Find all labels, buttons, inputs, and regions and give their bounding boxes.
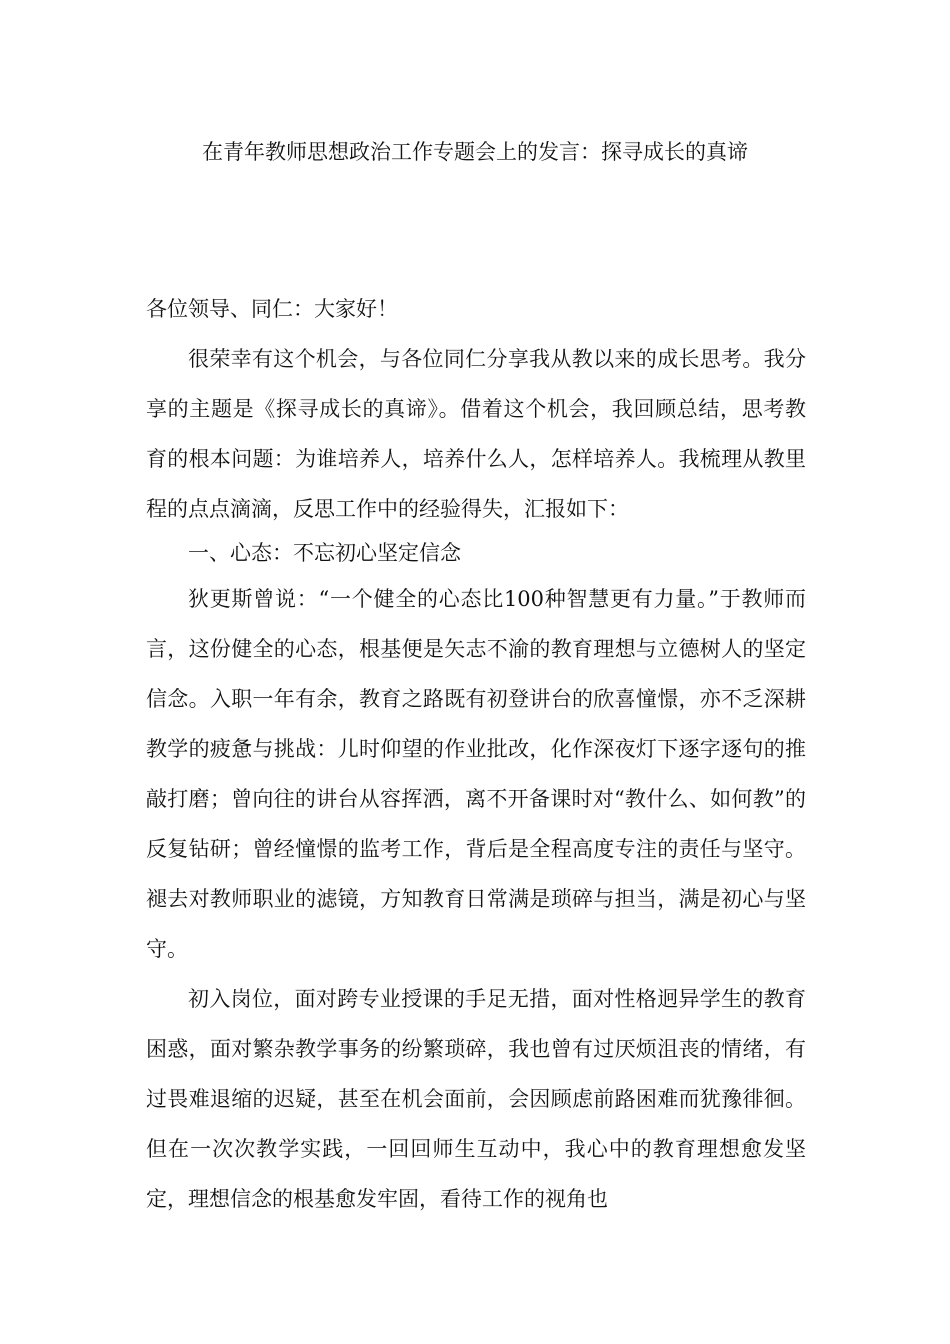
section-heading: 一、心态：不忘初心坚定信念 xyxy=(188,541,461,565)
salutation: 各位领导、同仁：大家好！ xyxy=(146,297,398,321)
paragraph-mindset: 狄更斯曾说：“一个健全的心态比100种智慧更有力量。”于教师而言，这份健全的心态，根基便是矢志不渝的教育理想与立德树人的坚定信念。入职一年有余，教育之路既有初登讲台的欣喜憧憬，亦不乏深耕教学的疲惫与挑战：儿时仰望的作业批改，化作深夜灯下逐字逐句的推敲打磨；曾向往的讲台从容挥洒，离不开备课时对“教什么、如何教”的反复钻研；曾经憧憬的监考工作，背后是全程高度专注的责任与坚守。褪去对教师职业的滤镜，方知教育日常满是琐碎与担当，满是初心与坚守。 xyxy=(146,587,806,961)
document-title: 在青年教师思想政治工作专题会上的发言：探寻成长的真谛 xyxy=(202,140,748,164)
paragraph-early-career: 初入岗位，面对跨专业授课的手足无措，面对性格迥异学生的教育困惑，面对繁杂教学事务的纷繁琐碎，我也曾有过厌烦沮丧的情绪，有过畏难退缩的迟疑，甚至在机会面前，会因顾虑前路困难而犹豫徘徊。但在一次次教学实践，一回回师生互动中，我心中的教育理想愈发坚定，理想信念的根基愈发牢固，看待工作的视角也 xyxy=(146,987,806,1211)
paragraph-intro: 很荣幸有这个机会，与各位同仁分享我从教以来的成长思考。我分享的主题是《探寻成长的真谛》。借着这个机会，我回顾总结，思考教育的根本问题：为谁培养人，培养什么人，怎样培养人。我梳理从教里程的点点滴滴，反思工作中的经验得失，汇报如下： xyxy=(146,347,806,521)
